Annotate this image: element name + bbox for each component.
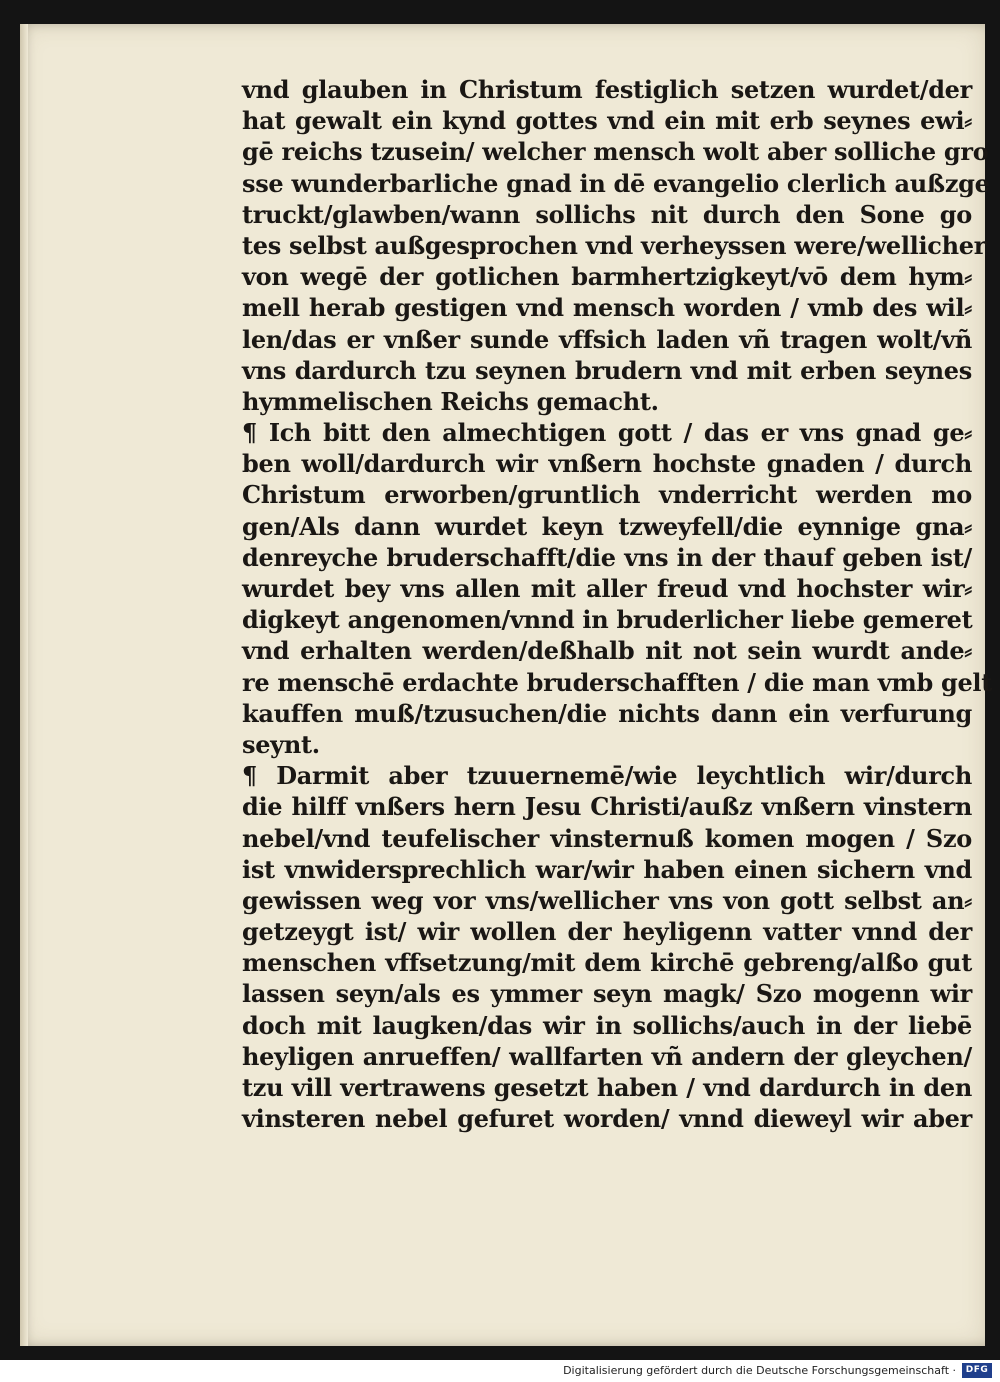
text-line: heyligen anrueffen/ wallfarten vñ andern der gleychen/: [242, 1041, 972, 1071]
text-line: wurdet bey vns allen mit aller freud vnd hochster wir⸗: [242, 574, 972, 603]
text-line: gewissen weg vor vns/wellicher vns von gott selbst an⸗: [242, 885, 972, 915]
text-line: digkeyt angenomen/vnnd in bruderlicher liebe gemeret: [242, 605, 973, 635]
text-line: gē reichs tzusein/ welcher mensch wolt aber solliche gro: [242, 137, 989, 167]
text-line: re menschē erdachte bruderschafften / die man vmb gelt: [242, 667, 993, 697]
text-line: doch mit laugken/das wir in sollichs/auch in der liebē: [242, 1010, 972, 1040]
text-line: tes selbst außgesprochen vnd verheyssen were/wellicher: [242, 230, 987, 260]
funding-credit: Digitalisierung gefördert durch die Deutsche Forschungsgemeinschaft ·: [563, 1364, 956, 1377]
text-line: Christum erworben/gruntlich vnderricht werden mo: [242, 480, 972, 510]
text-line: tzu vill vertrawens gesetzt haben / vnd dardurch in den: [242, 1073, 972, 1102]
text-line: von wegē der gotlichen barmhertzigkeyt/vō dem hym⸗: [242, 262, 972, 292]
text-line: vnd erhalten werden/deßhalb nit not sein wurdt ande⸗: [242, 636, 972, 666]
text-line: ben woll/dardurch wir vnßern hochste gnaden / durch: [242, 449, 972, 479]
text-line: vns dardurch tzu seynen brudern vnd mit erben seynes: [242, 355, 972, 385]
text-line: kauffen muß/tzusuchen/die nichts dann ein verfurung: [242, 698, 972, 728]
text-line: ¶ Darmit aber tzuuernemē/wie leychtlich wir/durch: [242, 761, 972, 791]
text-line: vinsteren nebel gefuret worden/ vnnd dieweyl wir aber: [242, 1104, 972, 1134]
text-line: hat gewalt ein kynd gottes vnd ein mit erb seynes ewi⸗: [242, 106, 972, 136]
text-line: gen/Als dann wurdet keyn tzweyfell/die eynnige gna⸗: [242, 511, 972, 541]
text-line: getzeygt ist/ wir wollen der heyligenn vatter vnnd der: [242, 917, 972, 947]
text-line: ¶ Ich bitt den almechtigen gott / das er vns gnad ge⸗: [242, 418, 972, 448]
text-line: sse wunderbarliche gnad in dē evangelio clerlich außzge: [242, 168, 990, 198]
text-line: truckt/glawben/wann sollichs nit durch den Sone go: [242, 199, 972, 229]
blackletter-text-block: [242, 74, 993, 1134]
book-page: [20, 24, 993, 1346]
text-line: seynt.: [242, 729, 320, 759]
page-binding-edge: [20, 24, 28, 1346]
text-line: ist vnwidersprechlich war/wir haben einen sichern vnd: [242, 854, 972, 884]
text-line: mell herab gestigen vnd mensch worden / vmb des wil⸗: [242, 293, 972, 323]
text-line: lassen seyn/als es ymmer seyn magk/ Szo mogenn wir: [242, 979, 972, 1009]
text-line: menschen vffsetzung/mit dem kirchē gebreng/alßo gut: [242, 948, 972, 978]
text-line: denreyche bruderschafft/die vns in der thauf geben ist/: [242, 542, 972, 572]
text-line: die hilff vnßers hern Jesu Christi/außz vnßern vinstern: [242, 792, 972, 822]
footer-bar: [0, 1360, 1000, 1382]
text-line: hymmelischen Reichs gemacht.: [242, 386, 659, 416]
text-line: vnd glauben in Christum festiglich setzen wurdet/der: [242, 75, 972, 104]
text-line: nebel/vnd teufelischer vinsternuß komen mogen / Szo: [242, 823, 972, 853]
text-line: len/das er vnßer sunde vffsich laden vñ tragen wolt/vñ: [242, 324, 972, 354]
dfg-logo: DFG: [962, 1363, 992, 1378]
